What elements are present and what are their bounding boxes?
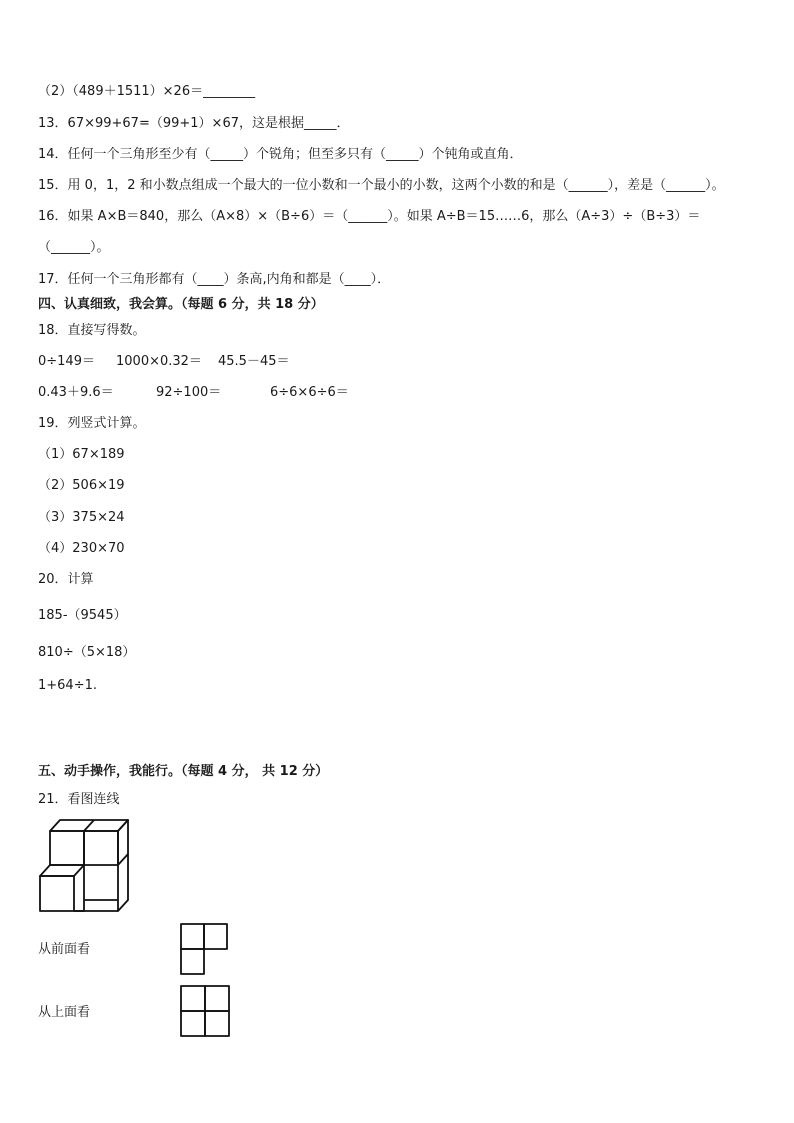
front-view-label: 从前面看 xyxy=(38,942,91,957)
q20-item: 1+64÷1. xyxy=(38,678,98,693)
q18-item: 45.5－45＝ xyxy=(218,354,290,369)
q21-heading: 21．看图连线 xyxy=(38,792,120,807)
q19-item: （2）506×19 xyxy=(38,478,125,493)
section-5-heading: 五、动手操作，我能行。（每题 4 分， 共 12 分） xyxy=(38,764,329,779)
top-view-label: 从上面看 xyxy=(38,1005,91,1020)
q18-item: 0÷149＝ xyxy=(38,354,95,369)
q18-item: 6÷6×6÷6＝ xyxy=(270,385,349,400)
q18-heading: 18．直接写得数。 xyxy=(38,323,146,338)
q19-item: （3）375×24 xyxy=(38,510,125,525)
section-4-heading: 四、认真细致，我会算。（每题 6 分，共 18 分） xyxy=(38,297,324,312)
q18-item: 1000×0.32＝ xyxy=(116,354,202,369)
q20-item: 810÷（5×18） xyxy=(38,645,136,660)
q13-text: 13．67×99+67=（99+1）×67，这是根据_____． xyxy=(38,116,350,131)
top-view-grid xyxy=(180,985,232,1039)
q16-text-line1: 16．如果 A×B＝840，那么（A×8）×（B÷6）＝（______）。如果 A÷B＝15……6，那么（A÷3）÷（B÷3）＝ xyxy=(38,209,701,224)
q12-part2: （2）（489＋1511）×26＝________ xyxy=(38,84,256,99)
q17-text: 17．任何一个三角形都有（____）条高,内角和都是（____）． xyxy=(38,272,391,287)
cube-stack-figure xyxy=(38,818,130,914)
q18-item: 0.43＋9.6＝ xyxy=(38,385,114,400)
q19-item: （1）67×189 xyxy=(38,447,125,462)
q19-heading: 19．列竖式计算。 xyxy=(38,416,146,431)
q19-item: （4）230×70 xyxy=(38,541,125,556)
q16-text-line2: （______）。 xyxy=(38,240,110,255)
q20-item: 185-（9545） xyxy=(38,608,127,623)
q20-heading: 20．计算 xyxy=(38,572,94,587)
q18-item: 92÷100＝ xyxy=(156,385,222,400)
front-view-grid xyxy=(180,923,230,977)
q14-text: 14．任何一个三角形至少有（_____）个锐角；但至多只有（_____）个钝角或直角． xyxy=(38,147,523,162)
q15-text: 15．用 0，1，2 和小数点组成一个最大的一位小数和一个最小的小数，这两个小数的和是（______），差是（______）。 xyxy=(38,178,725,193)
